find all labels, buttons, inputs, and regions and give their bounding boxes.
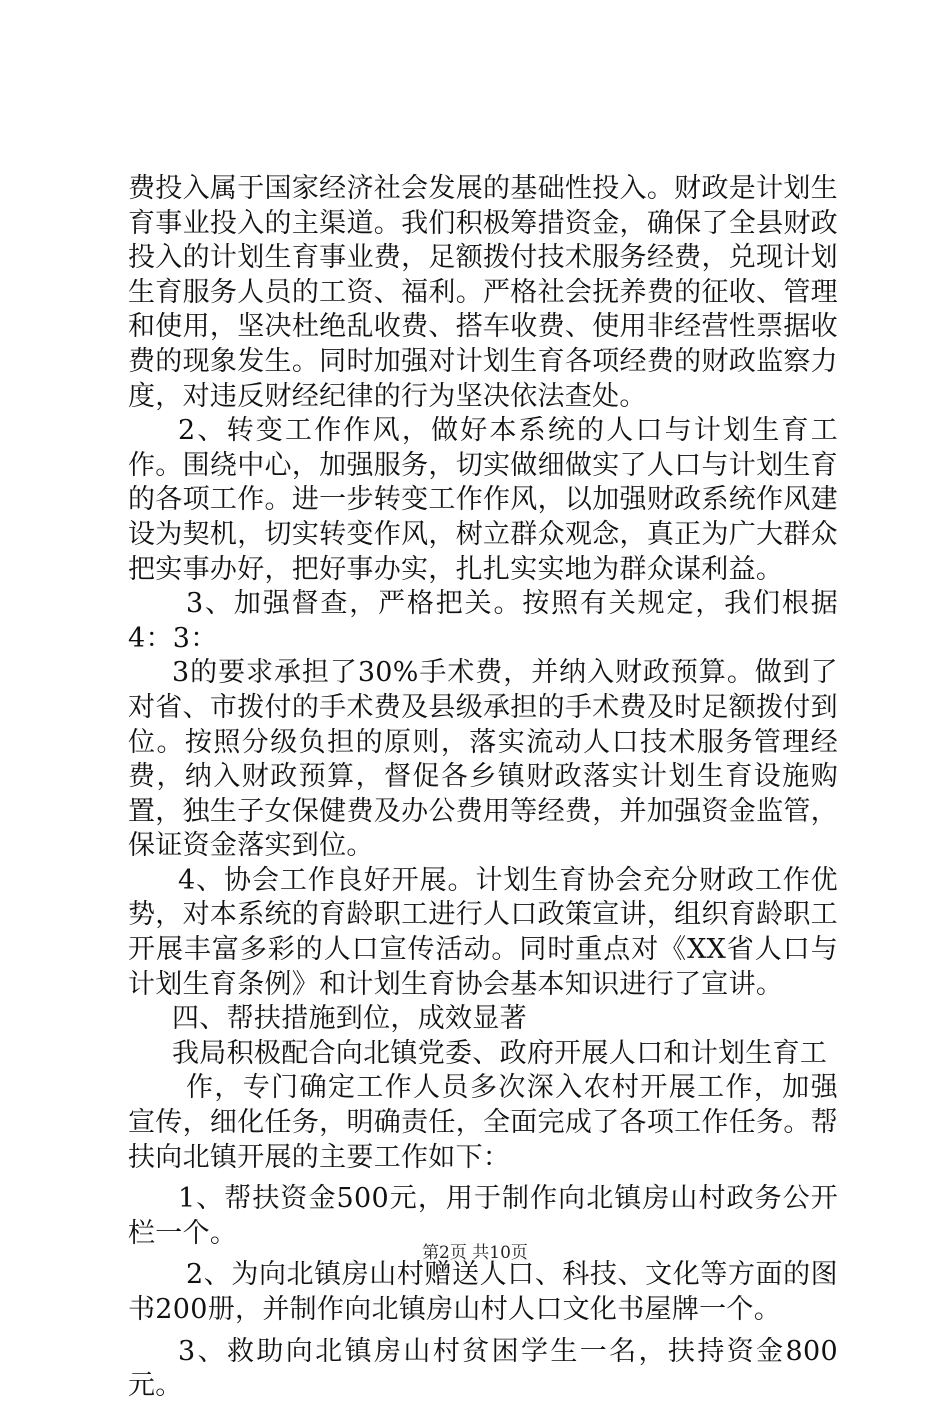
paragraph-cooperation-continued: 作，专门确定工作人员多次深入农村开展工作，加强宣传，细化任务，明确责任，全面完成了各项工作任务。帮扶向北镇开展的主要工作如下：: [128, 1072, 838, 1173]
paragraph-item-2: 2、转变工作作风，做好本系统的人口与计划生育工作。围绕中心，加强服务，切实做细做实了人口与计划生育的各项工作。进一步转变工作作风，以加强财政系统作风建设为契机，切实转变作风，树立群众观念，真正为广大群众把实事办好，把好事办实，扎扎实实地为群众谋利益。: [128, 415, 838, 585]
paragraph-item-4: 4、协会工作良好开展。计划生育协会充分财政工作优势，对本系统的育龄职工进行人口政策宣讲，组织育龄职工开展丰富多彩的人口宣传活动。同时重点对《XX省人口与计划生育条例》和计划生育协会基本知识进行了宣讲。: [128, 864, 838, 1000]
paragraph-item-3: 3、加强督查，严格把关。按照有关规定，我们根据4：3：: [128, 588, 838, 654]
document-body: [128, 172, 838, 1404]
section-heading-four: 四、帮扶措施到位，成效显著: [172, 1003, 527, 1035]
paragraph-item-3-continued: 3的要求承担了30%手术费，并纳入财政预算。做到了对省、市拨付的手术费及县级承担的手术费及时足额拨付到位。按照分级负担的原则，落实流动人口技术服务管理经费，纳入财政预算，督促各乡镇财政落实计划生育设施购置，独生子女保健费及办公费用等经费，并加强资金监管，保证资金落实到位。: [128, 657, 838, 862]
paragraph-support-2: 2、为向北镇房山村赠送人口、科技、文化等方面的图书200册，并制作向北镇房山村人口文化书屋牌一个。: [128, 1259, 838, 1325]
paragraph-support-1: 1、帮扶资金500元，用于制作向北镇房山村政务公开栏一个。: [128, 1183, 838, 1249]
paragraph-cooperation: 我局积极配合向北镇党委、政府开展人口和计划生育工: [172, 1037, 828, 1069]
paragraph-funding: 费投入属于国家经济社会发展的基础性投入。财政是计划生育事业投入的主渠道。我们积极筹措资金，确保了全县财政投入的计划生育事业费，足额拨付技术服务经费，兑现计划生育服务人员的工资、福利。严格社会抚养费的征收、管理和使用，坚决杜绝乱收费、搭车收费、使用非经营性票据收费的现象发生。同时加强对计划生育各项经费的财政监察力度，对违反财经纪律的行为坚决依法查处。: [128, 173, 838, 412]
page-number-footer: 第2页 共10页: [422, 1243, 528, 1263]
paragraph-support-3: 3、救助向北镇房山村贫困学生一名，扶持资金800元。: [128, 1335, 838, 1402]
